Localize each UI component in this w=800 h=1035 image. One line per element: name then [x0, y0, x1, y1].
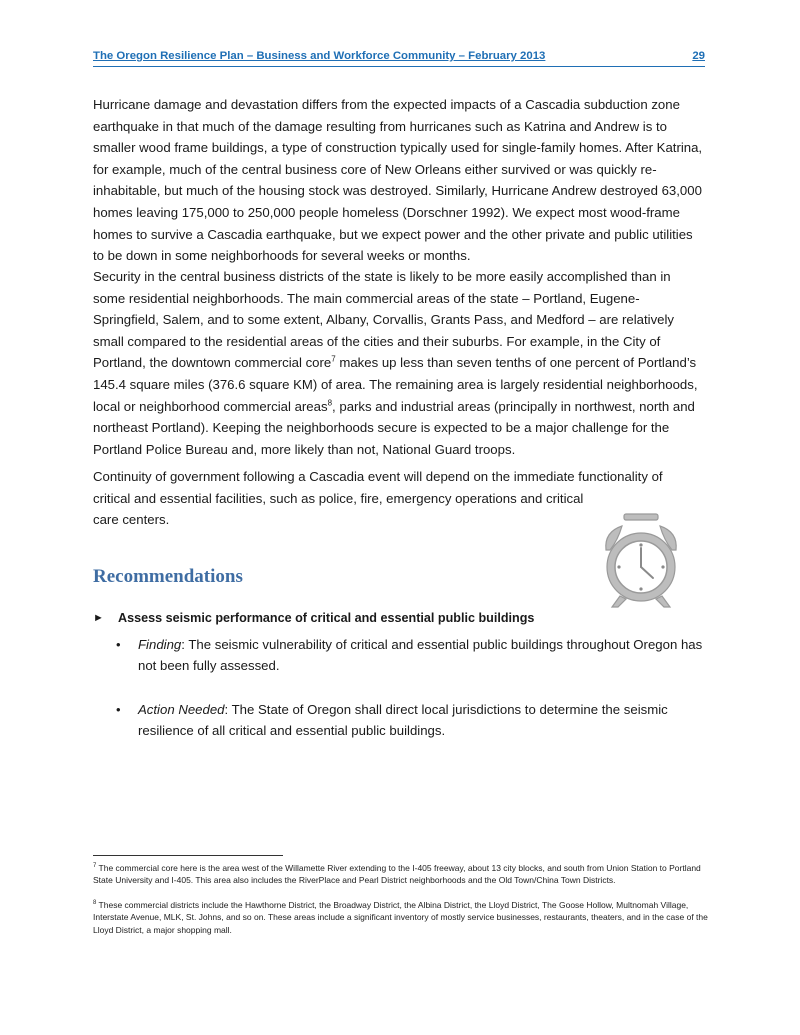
continuity-line-1: Continuity of government following a Cascadia event will depend on the immediate functionality of [93, 469, 663, 484]
finding-text [138, 634, 706, 676]
alarm-clock-icon [600, 510, 682, 610]
arrow-bullet-icon: ► [93, 612, 104, 624]
action-needed-text [138, 699, 706, 741]
footnote-8 [93, 899, 708, 936]
action-needed-label: Action Needed [138, 702, 225, 717]
finding-body: : The seismic vulnerability of critical and essential public buildings throughout Oregon has not been fully assessed. [138, 637, 703, 673]
footnote-8-text: These commercial districts include the Hawthorne District, the Broadway District, the Albina District, the Lloyd District, The Goose Hollow, Multnomah Village, Interstate Avenue, MLK, St. Johns, and so on. These areas include a significant inventory of mostly service businesses, restaurants, theaters, and in the case of the Lloyd District, a major shopping mall. [93, 900, 708, 935]
paragraph-security [93, 266, 705, 460]
bullet-icon: • [116, 702, 121, 717]
bullet-icon: • [116, 637, 121, 652]
paragraph-security-part-3: , parks and industrial areas (principally in northwest, north and northeast Portland). Keeping the neighborhoods secure is expected to be a major challenge for the Portland Police Bureau and, more likely than not, National Guard troops. [93, 398, 695, 457]
footnote-7 [93, 862, 708, 887]
recommendation-title: Assess seismic performance of critical and essential public buildings [118, 611, 535, 625]
paragraph-security-part-1: Security in the central business districts of the state is likely to be more easily accomplished than in some residential neighborhoods. The main commercial areas of the state – Portland, Eugene-Springfield, Salem, and to some extent, Albany, Corvallis, Grants Pass, and Medford – are relatively small compared to the residential areas of the cities and their suburbs. For example, in the City of Portland, the downtown commercial core [93, 269, 675, 371]
finding-label: Finding [138, 637, 182, 652]
footnote-separator [93, 855, 283, 856]
paragraph-hurricane-damage: Hurricane damage and devastation differs from the expected impacts of a Cascadia subduction zone earthquake in that much of the damage resulting from hurricanes such as Katrina and Andrew is to smaller wood frame buildings, a type of construction typically used for single-family homes. After Katrina, for example, much of the central business core of New Orleans either survived or was quickly re-inhabitable, but much of the housing stock was destroyed. Similarly, Hurricane Andrew destroyed 63,000 homes leaving 175,000 to 250,000 people homeless (Dorschner 1992). We expect most wood-frame homes to survive a Cascadia earthquake, but we expect power and the other private and public utilities to be down in some neighborhoods for several weeks or months. [93, 97, 703, 264]
continuity-line-3: care centers. [93, 512, 170, 528]
paragraph-security-part-2: makes up less than seven tenths of one percent of Portland’s 145.4 square miles (376.6 square KM) of area. The remaining area is largely residential neighborhoods, local or neighborhood commercial areas [93, 355, 698, 414]
section-heading-recommendations: Recommendations [93, 566, 243, 587]
page-number: 29 [692, 50, 705, 62]
footnote-ref-8[interactable]: 8 [327, 398, 333, 408]
footnote-8-mark: 8 [93, 900, 97, 907]
page-header [93, 49, 705, 67]
document-title: The Oregon Resilience Plan – Business and Workforce Community – February 2013 [93, 50, 546, 62]
footnote-7-mark: 7 [93, 863, 97, 870]
footnote-ref-7[interactable]: 7 [331, 354, 336, 364]
action-needed-body: : The State of Oregon shall direct local jurisdictions to determine the seismic resilience of all critical and essential public buildings. [138, 702, 668, 738]
footnote-7-text: The commercial core here is the area west of the Willamette River extending to the I-405 freeway, about 13 city blocks, and south from Union Station to Portland State University and I-405. This area also includes the RiverPlace and Pearl District neighborhoods and the Old Town/China Town Districts. [93, 863, 701, 886]
continuity-line-2: critical and essential facilities, such as police, fire, emergency operations and critical [93, 490, 584, 506]
